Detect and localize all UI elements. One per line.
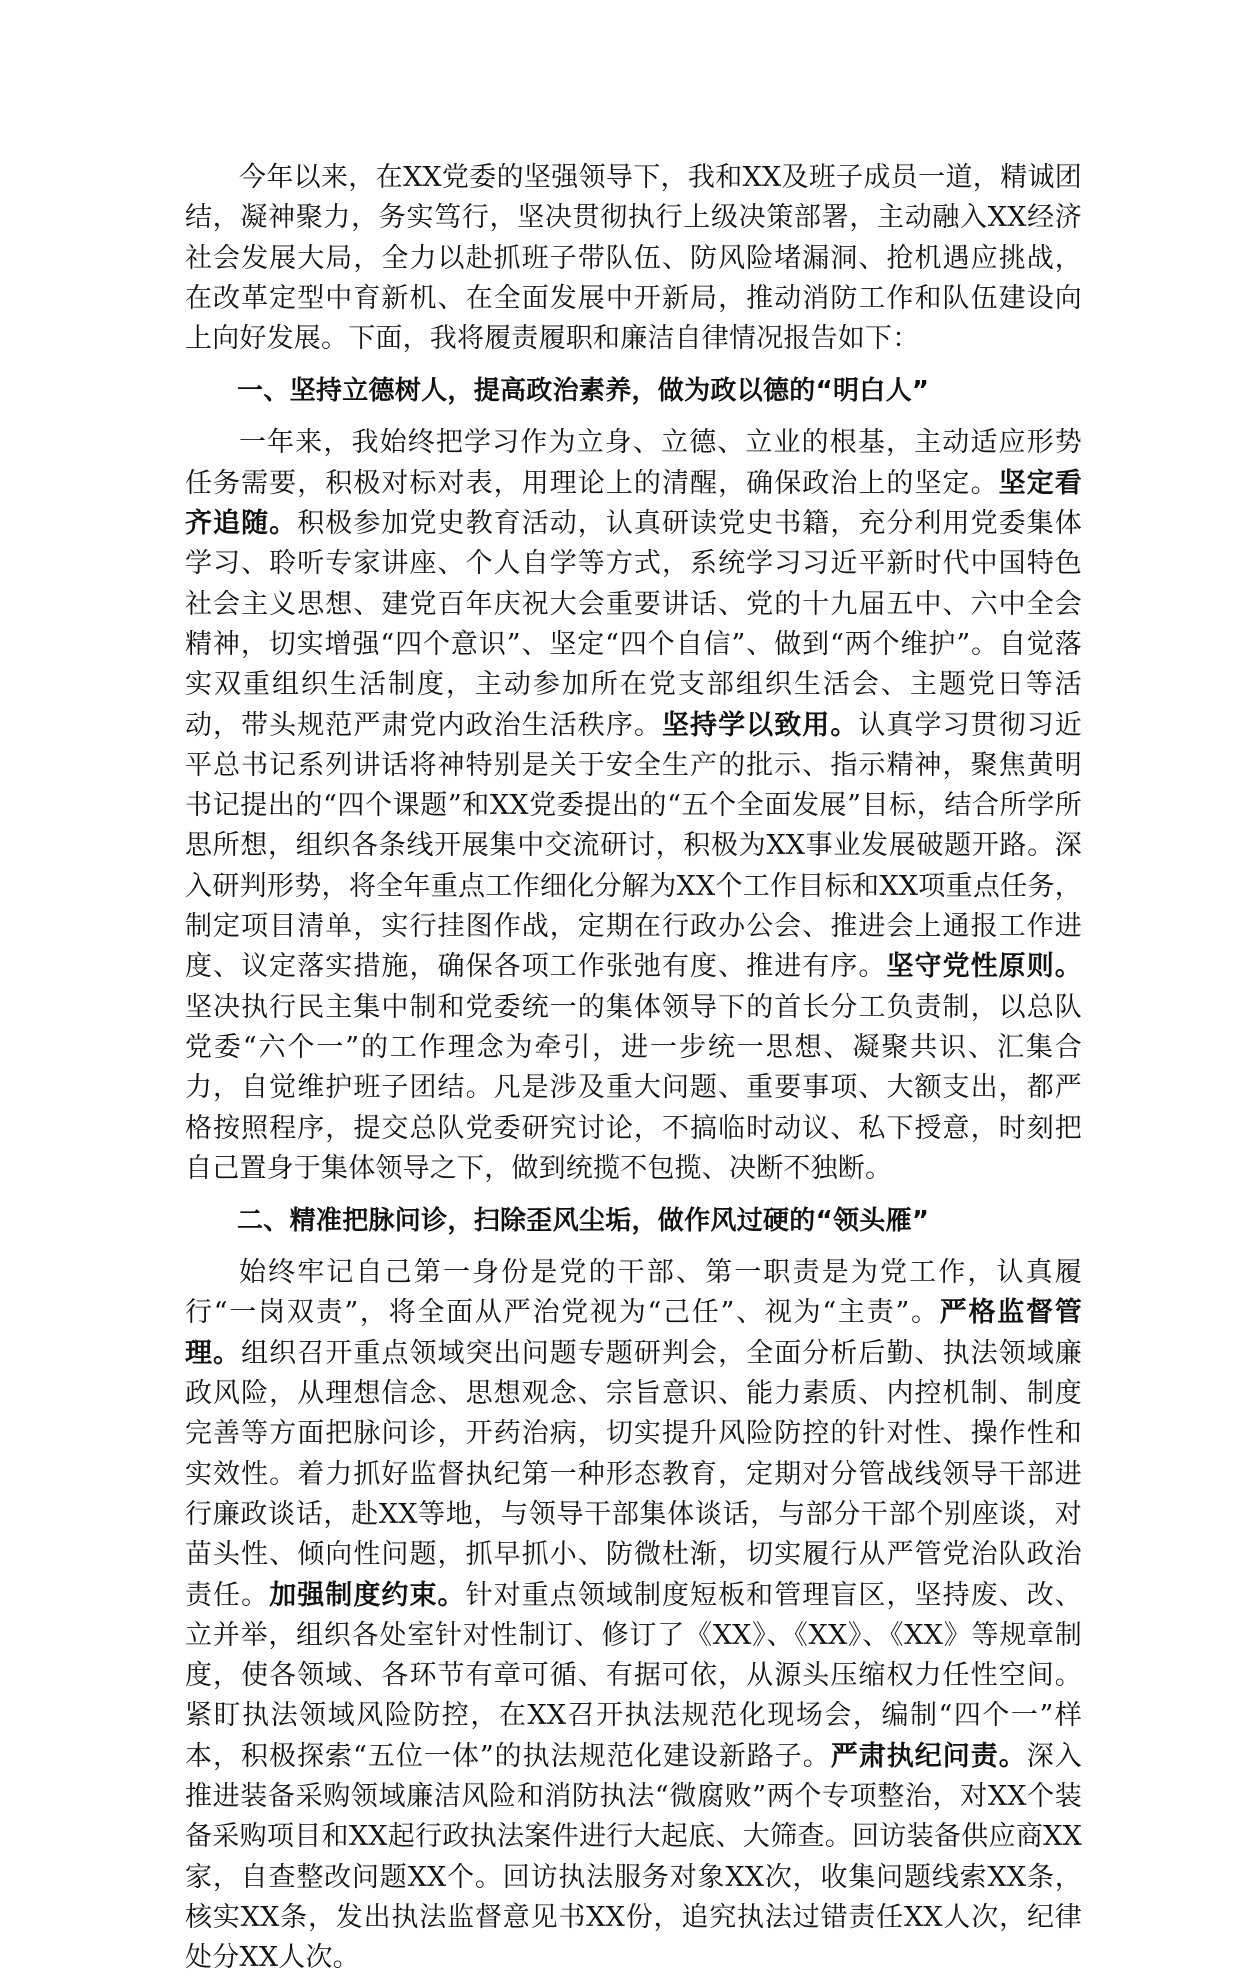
section-1-text-1: 积极参加党史教育活动，认真研读党史书籍，充分利用党委集体学习、聆听专家讲座、个人自学等方式，系统学习习近平新时代中国特色社会主义思想、建党百年庆祝大会重要讲话、党的十九届五中、六中全会精神，切实增强“四个意识”、坚定“四个自信”、做到“两个维护”。自觉落实双重组织生活制度，主动参加所在党支部组织生活会、主题党日等活动，带头规范严肃党内政治生活秩序。 (185, 508, 1082, 741)
section-2-text-1: 组织召开重点领域突出问题专题研判会，全面分析后勤、执法领域廉政风险，从理想信念、思想观念、宗旨意识、能力素质、内控机制、制度完善等方面把脉问诊，开药治病，切实提升风险防控的针对性、操作性和实效性。着力抓好监督执纪第一种形态教育，定期对分管战线领导干部进行廉政谈话，赴XX等地，与领导干部集体谈话，与部分干部个别座谈，对苗头性、倾向性问题，抓早抓小、防微杜渐，切实履行从严管党治队政治责任。 (185, 1337, 1083, 1611)
section-1-subheading-1: 坚定看齐追随。 (185, 467, 1082, 540)
section-1-intro-text: 一年来，我始终把学习作为立身、立德、立业的根基，主动适应形势任务需要，积极对标对表，用理论上的清醒，确保政治上的坚定。 (185, 427, 1082, 499)
section-1-paragraph (185, 423, 1082, 1189)
section-1-text-3: 坚决执行民主集中制和党委统一的集体领导下的首长分工负责制，以总队党委“六个一”的工作理念为牵引，进一步统一思想、凝聚共识、汇集合力，自觉维护班子团结。凡是涉及重大问题、重要事项、大额支出，都严格按照程序，提交总队党委研究讨论，不搞临时动议、私下授意，时刻把自己置身于集体领导之下，做到统揽不包揽、决断不独断。 (185, 991, 1082, 1184)
intro-paragraph: 今年以来，在XX党委的坚强领导下，我和XX及班子成员一道，精诚团结，凝神聚力，务实笃行，坚决贯彻执行上级决策部署，主动融入XX经济社会发展大局，全力以赴抓班子带队伍、防风险堵漏洞、抢机遇应挑战，在改革定型中育新机、在全面发展中开新局，推动消防工作和队伍建设向上向好发展。下面，我将履责履职和廉洁自律情况报告如下： (185, 162, 1082, 355)
section-2-text-2: 针对重点领域制度短板和管理盲区，坚持废、改、立并举，组织各处室针对性制订、修订了《XX》、《XX》、《XX》等规章制度，使各领域、各环节有章可循、有据可依，从源头压缩权力任性空间。紧盯执法领域风险防控，在XX召开执法规范化现场会，编制“四个一”样本，积极探索“五位一体”的执法规范化建设新路子。 (185, 1579, 1082, 1772)
section-2-intro-text: 始终牢记自己第一身份是党的干部、第一职责是为党工作，认真履行“一岗双责”，将全面从严治党视为“己任”、视为“主责”。 (185, 1257, 1082, 1329)
section-2-heading: 二、精准把脉问诊，扫除歪风尘垢，做作风过硬的“领头雁” (237, 1206, 930, 1237)
section-2-subheading-1: 严格监督管理。 (185, 1297, 1082, 1369)
section-2-text-3: 深入推进装备采购领域廉洁风险和消防执法“微腐败”两个专项整治，对XX个装备采购项目和XX起行政执法案件进行大起底、大筛查。回访装备供应商XX家，自查整改问题XX个。回访执法服务对象XX次，收集问题线索XX条，核实XX条，发出执法监督意见书XX份，追究执法过错责任XX人次，纪律处分XX人次。 (185, 1740, 1083, 1974)
document-body (185, 158, 1082, 1978)
section-2-subheading-2: 加强制度约束。 (269, 1579, 466, 1611)
section-1-subheading-3: 坚守党性原则。 (886, 951, 1083, 983)
section-1-text-2: 认真学习贯彻习近平总书记系列讲话将神特别是关于安全生产的批示、指示精神，聚焦黄明书记提出的“四个课题”和XX党委提出的“五个全面发展”目标，结合所学所思所想，组织各条线开展集中交流研讨，积极为XX事业发展破题开路。深入研判形势，将全年重点工作细化分解为XX个工作目标和XX项重点任务，制定项目清单，实行挂图作战，定期在行政办公会、推进会上通报工作进度、议定落实措施，确保各项工作张弛有度、推进有序。 (185, 709, 1082, 983)
section-1-subheading-2: 坚持学以致用。 (661, 709, 859, 741)
section-1-heading: 一、坚持立德树人，提高政治素养，做为政以德的“明白人” (237, 376, 930, 407)
section-2-paragraph (185, 1253, 1082, 1978)
section-2-subheading-3: 严肃执纪问责。 (830, 1740, 1027, 1772)
